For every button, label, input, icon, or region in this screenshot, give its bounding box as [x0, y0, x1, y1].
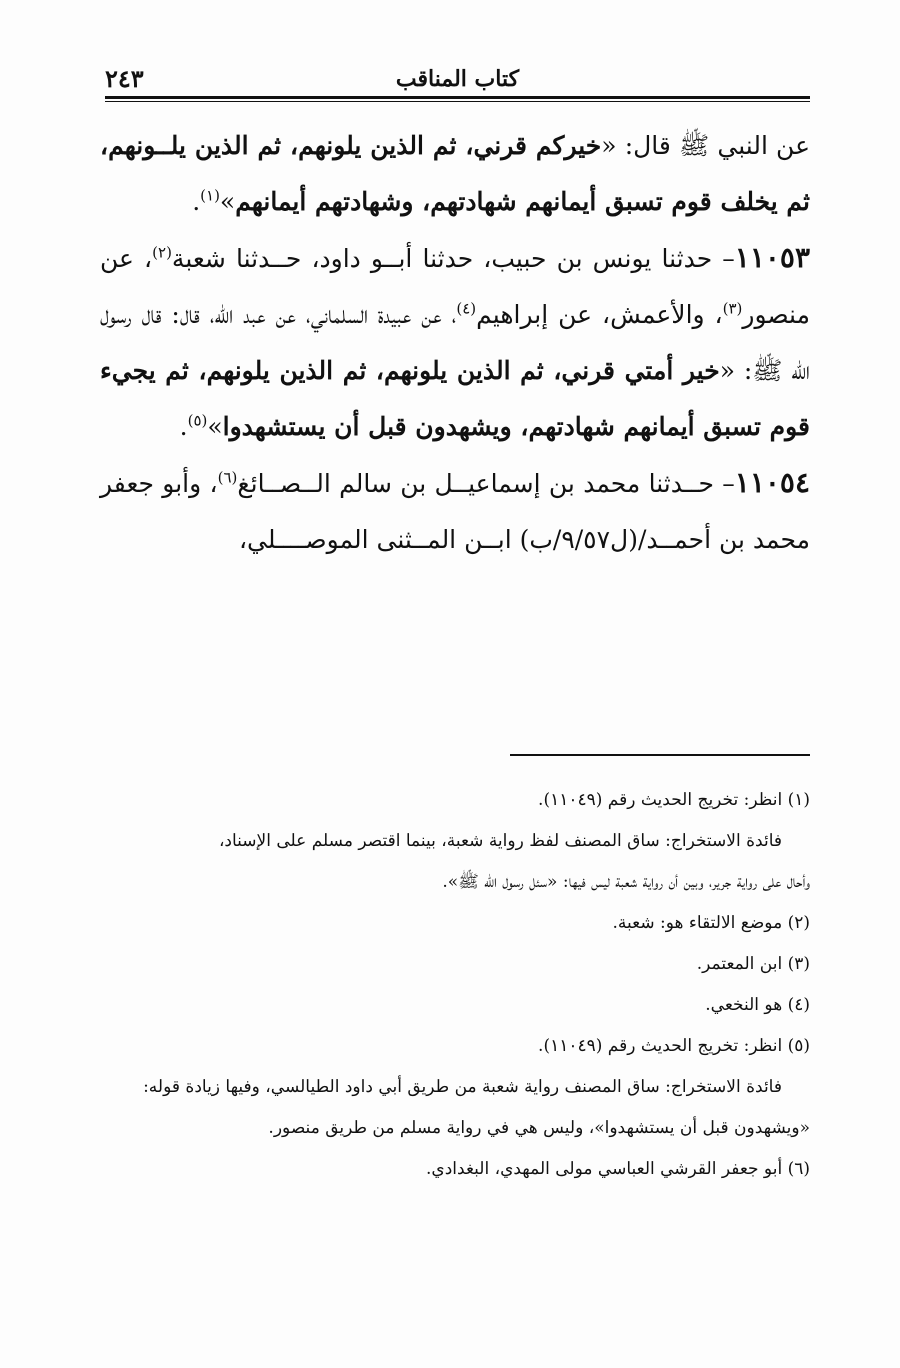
footnote-3: (٣) ابن المعتمر. — [696, 954, 810, 974]
footnote-5-benefit-line-1: فائدة الاستخراج: ساق المصنف رواية شعبة من طريق أبي داود الطيالسي، وفيها زيادة قوله: — [143, 1077, 782, 1097]
footnote-4: (٤) هو النخعي. — [705, 995, 810, 1015]
footnote-ref-6[interactable]: (٦) — [217, 468, 238, 487]
p1-hadith-text: خيركم قرني، ثم الذين يلونهم، ثم الذين يلــونهم، ثم يخلف قوم تسبق أيمانهم شهادتهم، وشهادتهم أيمانهم — [100, 131, 810, 216]
p2-chain-2: ، عن منصور — [100, 244, 810, 329]
footnote-ref-3[interactable]: (٣) — [722, 299, 743, 318]
hadith-number-11053: ١١٠٥٣ — [734, 241, 810, 274]
footnote-ref-4[interactable]: (٤) — [456, 299, 477, 318]
footnote-2: (٢) موضع الالتقاء هو: شعبة. — [612, 913, 810, 933]
footnote-6: (٦) أبو جعفر القرشي العباسي مولى المهدي، البغدادي. — [426, 1159, 810, 1179]
p1-end: . — [192, 187, 201, 216]
hadith-number-11054: ١١٠٥٤ — [734, 466, 810, 499]
footnote-1-benefit-line-2: وأحال على رواية جرير، وبين أن رواية شعبة ليس فيها: «سئل رسول الله ﷺ». — [442, 872, 810, 892]
header-rule-thin — [105, 101, 810, 102]
footnote-separator — [510, 754, 810, 756]
paragraph-1 — [100, 118, 810, 230]
running-title: كتاب المناقب — [395, 66, 520, 92]
paragraph-11053 — [100, 230, 810, 455]
footnote-5: (٥) انظر: تخريج الحديث رقم (١١٠٤٩). — [538, 1036, 810, 1056]
footnote-1: (١) انظر: تخريج الحديث رقم (١١٠٤٩). — [538, 790, 810, 810]
p2-end: . — [179, 412, 188, 441]
paragraph-11054 — [100, 455, 810, 568]
p1-intro: عن النبي ﷺ قال: « — [601, 131, 811, 160]
p2-chain-3: ، والأعمش، عن إبراهيم — [476, 300, 723, 329]
footnote-5-benefit-line-2: «ويشهدون قبل أن يستشهدوا»، وليس هي في رواية مسلم من طريق منصور. — [268, 1118, 810, 1138]
footnote-1-benefit-line-1: فائدة الاستخراج: ساق المصنف لفظ رواية شعبة، بينما اقتصر مسلم على الإسناد، — [218, 831, 782, 851]
footnote-ref-5[interactable]: (٥) — [187, 411, 208, 430]
p2-close-quote: » — [207, 412, 223, 441]
page-header — [105, 62, 810, 98]
p2-chain-1: – حدثنا يونس بن حبيب، حدثنا أبــو داود، حــدثنا شعبة — [171, 244, 735, 273]
footnote-ref-1[interactable]: (١) — [200, 186, 220, 205]
p1-close-quote: » — [219, 187, 236, 216]
p3-chain-1: – حــدثنا محمد بن إسماعيــل بن سالم الــصــائغ — [237, 469, 735, 498]
header-rule-thick — [105, 96, 810, 99]
footnotes — [95, 780, 810, 1190]
main-text — [100, 118, 810, 568]
footnote-ref-2[interactable]: (٢) — [152, 243, 172, 262]
p3-chain-2: ، وأبو جعفر محمد بن أحمــد/(ل٩/٥٧/ب) ابــن المــثنى الموصــــلي، — [100, 469, 810, 554]
page-number: ٢٤٣ — [105, 64, 144, 93]
p2-hadith-text: خير أمتي قرني، ثم الذين يلونهم، ثم الذين يلونهم، ثم يجيء قوم تسبق أيمانهم شهادتهم، ويشهدون قبل أن يستشهدوا — [100, 356, 810, 441]
p2-chain-4: ، عن عبيدة السلماني، عن عبد الله، قال: قال رسول الله ﷺ: « — [100, 300, 810, 385]
